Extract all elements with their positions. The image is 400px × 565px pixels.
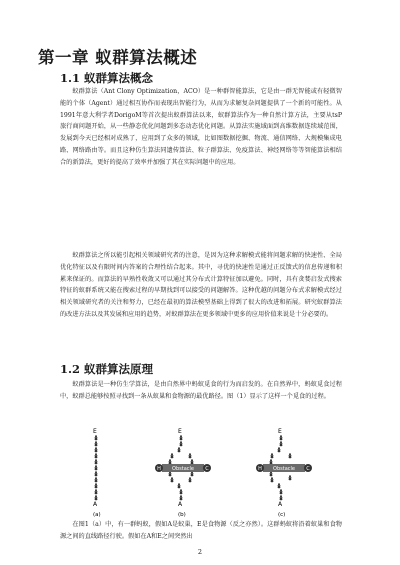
node-label-h-c: H — [258, 466, 262, 472]
obstacle-label-c: Obstacle — [273, 466, 295, 472]
ant-column-a — [94, 435, 98, 500]
paragraph-aco-principle: 蚁群算法是一种仿生学算法，是由自然界中蚂蚁觅食的行为而启发的。在自然界中，蚂蚁觅食过程中，蚁群总能够按照寻找到一条从蚁巢和食物源的最优路径。图（1）显示了这样一个觅食的过程。 — [60, 381, 342, 400]
node-label-a-c: A — [278, 501, 283, 508]
panel-c — [256, 428, 312, 518]
node-label-c-c: C — [306, 466, 310, 472]
node-label-a: A — [93, 501, 98, 508]
chapter-title: 第一章 蚁群算法概述 — [38, 48, 198, 67]
obstacle-b — [155, 464, 211, 472]
node-label-e-b: E — [178, 428, 182, 435]
panel-b — [155, 428, 211, 518]
paragraph-figure-explanation: 在图1（a）中，有一群蚂蚁，假如A是蚁巢，E是食物源（反之亦然）。这群蚂蚁将沿着蚁巢和食物源之间的直线路径行驶。假如在A和E之间突然出 — [60, 521, 342, 540]
node-label-a-b: A — [178, 501, 183, 508]
node-label-e: E — [93, 428, 97, 435]
obstacle-c — [256, 464, 312, 472]
panel-a — [93, 428, 101, 518]
panel-label-b: (b) — [178, 512, 186, 518]
paragraph-aco-intro: 蚁群算法（Ant Clony Optimization，ACO）是一种群智能算法，它是由一群无智能或有轻微智能的个体（Agent）通过相互协作而表现出智能行为，从而为求解复杂问题提供了一个新的可能性。从1991年意大利学者DorigoM等首次提出蚁群算法以来，蚁群算法作为一种自然计算方法，主要从tsP旅行商问题开始，从一些静态优化问题到多态动态优化问题。从算法实施域面到高维数据连续域范围，发展到今天已经相对成熟了，应用到了众多的领域，比如图数据挖掘、物流、通信网络、大规模集成电路、网络路由等。而且这种仿生算法同遗传算法、粒子群算法、免疫算法、神经网络等等智能算法相结合的新算法，更好的提高了效率并加强了其在实际问题中的应用。 — [60, 88, 342, 166]
node-label-h-b: H — [157, 466, 161, 472]
ant-foraging-figure — [66, 426, 338, 518]
section-heading-1-1: 1.1 蚁群算法概念 — [60, 71, 154, 85]
panel-label-c: (c) — [278, 512, 286, 518]
node-label-c-b: C — [205, 466, 209, 472]
section-heading-1-2: 1.2 蚁群算法原理 — [60, 362, 154, 376]
node-label-e-c: E — [278, 428, 282, 435]
panel-label-a: (a) — [93, 512, 101, 518]
page-number: 2 — [197, 548, 203, 556]
obstacle-label-b: Obstacle — [172, 466, 194, 472]
paragraph-aco-advantages: 蚁群算法之所以能引起相关领域研究者的注意，是因为这种求解模式能将问题求解的快速性、全局优化特征以及有限时间内答案的合理性结合起来。其中，寻优的快速性是通过正反馈式的信息传递和积累来保证的。而算法的早熟性收敛又可以通过其分布式计算特征加以避免。同时，具有贪婪启发式搜索特征的蚁群系统又能在搜索过程的早期找到可以接受的问题解答。这种优越的问题分布式求解模式经过相关领域研究者的关注和努力，已经在最初的算法模型基础上得到了很大的改进和拓展。研究蚁群算法的改进方法以及其发展和应用的趋势，对蚁群算法在更多领域中更多的应用价值来说是十分必要的。 — [60, 252, 342, 318]
